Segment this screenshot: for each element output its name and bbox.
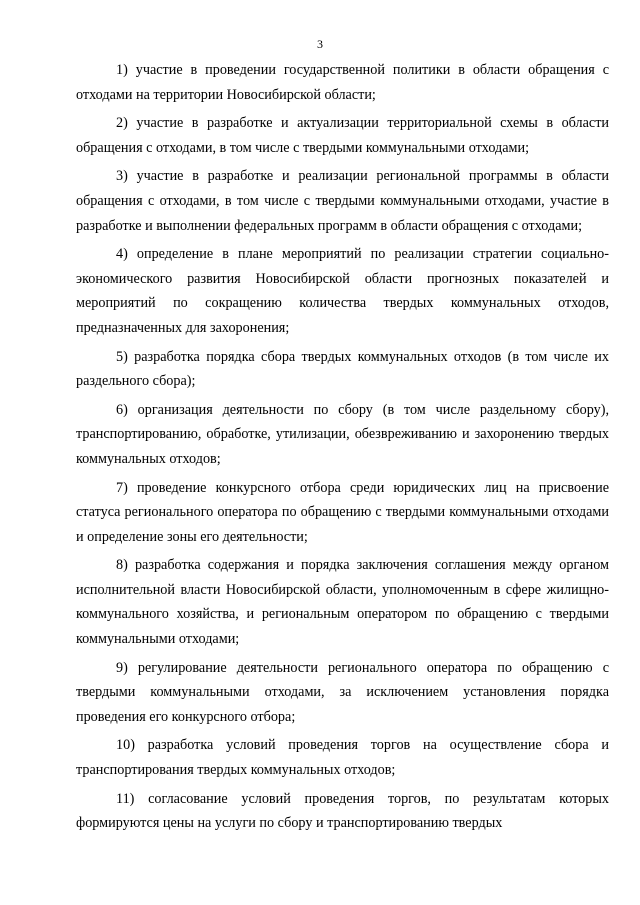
paragraph-5: 5) разработка порядка сбора твердых коммунальных отходов (в том числе их раздельного сбора);	[76, 348, 609, 390]
paragraph-2: 2) участие в разработке и актуализации территориальной схемы в области обращения с отходами, в том числе с твердыми коммунальными отходами;	[76, 115, 609, 156]
paragraph-11: 11) согласование условий проведения торгов, по результатам которых формируются цены на услуги по сбору и транспортированию твердых	[76, 790, 609, 832]
paragraph-4: 4) определение в плане мероприятий по реализации стратегии социально-экономического развития Новосибирской области прогнозных показателей и мероприятий по сокращению количества твердых коммунальных отходов, предназначенных для захоронения;	[76, 246, 609, 336]
paragraph-1: 1) участие в проведении государственной политики в области обращения с отходами на территории Новосибирской области;	[76, 62, 609, 103]
document-body	[76, 58, 609, 840]
paragraph-7: 7) проведение конкурсного отбора среди юридических лиц на присвоение статуса регионального оператора по обращению с твердыми коммунальными отходами и определение зоны его деятельности;	[76, 479, 609, 545]
paragraph-10: 10) разработка условий проведения торгов на осуществление сбора и транспортирования твердых коммунальных отходов;	[76, 737, 609, 779]
paragraph-6: 6) организация деятельности по сбору (в том числе раздельному сбору), транспортированию, обработке, утилизации, обезвреживанию и захоронению твердых коммунальных отходов;	[76, 401, 609, 467]
page-number: 3	[317, 37, 323, 51]
paragraph-9: 9) регулирование деятельности регионального оператора по обращению с твердыми коммунальными отходами, за исключением установления порядка проведения его конкурсного отбора;	[76, 659, 609, 725]
paragraph-8: 8) разработка содержания и порядка заключения соглашения между органом исполнительной власти Новосибирской области, уполномоченным в сфере жилищно-коммунального хозяйства, и региональным оператором по обращению с твердыми коммунальными отходами;	[76, 557, 609, 648]
paragraph-3: 3) участие в разработке и реализации региональной программы в области обращения с отходами, в том числе с твердыми коммунальными отходами, участие в разработке и выполнении федеральных программ в области обращения с отходами;	[76, 168, 609, 234]
